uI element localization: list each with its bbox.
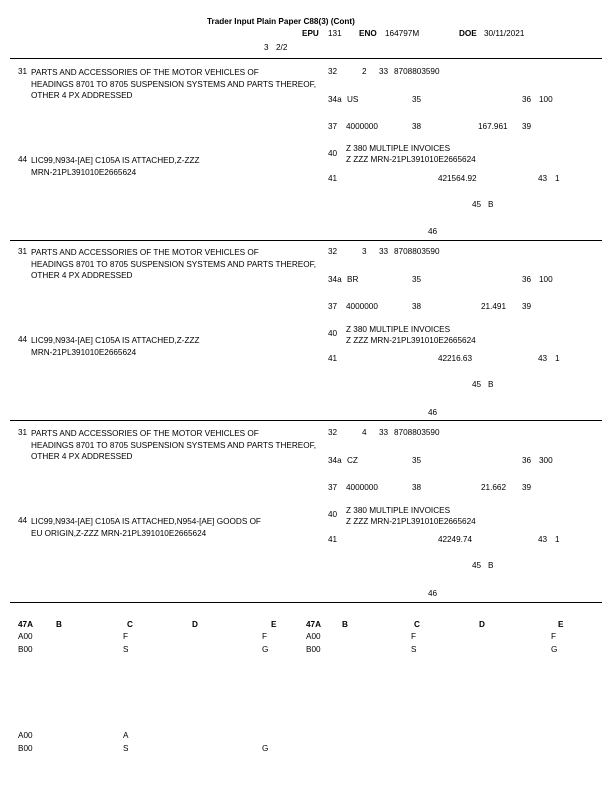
- epu-label: EPU: [302, 29, 319, 38]
- additional-information: [18, 335, 318, 358]
- page-title: Trader Input Plain Paper C88(3) (Cont): [207, 17, 355, 26]
- item-value: 249.74: [447, 535, 473, 544]
- box39-label: 39: [522, 483, 532, 492]
- box41-label: 41: [328, 354, 338, 363]
- box47-header-47a: 47A: [306, 620, 322, 629]
- box44-label: 44: [18, 335, 28, 344]
- goods-description-rest: HEADINGS 8701 TO 8705 SUSPENSION SYSTEMS AND PARTS THEREOF, OTHER 4 PX ADDRESSED: [31, 259, 316, 280]
- box39-label: 39: [522, 122, 532, 131]
- box31-label: 31: [18, 67, 28, 76]
- box38-label: 38: [412, 122, 422, 131]
- box44-label: 44: [18, 516, 28, 525]
- box38-label: 38: [412, 302, 422, 311]
- previous-document-2: Z ZZZ MRN-21PL391010E2665624: [346, 155, 476, 164]
- goods-description: [18, 428, 318, 463]
- previous-document-1: Z 380 MULTIPLE INVOICES: [346, 325, 451, 334]
- box31-label: 31: [18, 428, 28, 437]
- doe-label: DOE: [459, 29, 477, 38]
- epu-value: 131: [328, 29, 342, 38]
- doe-value: 30/11/2021: [484, 29, 525, 38]
- box33-label: 33: [379, 67, 389, 76]
- commodity-code: 8708803590: [394, 67, 440, 76]
- box47-row-c: F: [411, 632, 417, 641]
- box47-header-47a: 47A: [18, 620, 34, 629]
- box31-label: 31: [18, 247, 28, 256]
- eno-value: 164797M: [385, 29, 420, 38]
- item-number: 2: [362, 67, 367, 76]
- box37-label: 37: [328, 302, 338, 311]
- additional-info-line1: LIC99,N934-[AE] C105A IS ATTACHED,N954-[AE] GOODS OF: [31, 517, 261, 526]
- item-value: 1564.92: [447, 174, 477, 183]
- box32-label: 32: [328, 247, 338, 256]
- box35-label: 35: [412, 275, 422, 284]
- box41-label: 41: [328, 535, 338, 544]
- box47-row-e: G: [262, 744, 269, 753]
- box34a-label: 34a: [328, 275, 342, 284]
- box45-value: B: [488, 561, 494, 570]
- previous-document-2: Z ZZZ MRN-21PL391010E2665624: [346, 517, 476, 526]
- goods-description-rest: HEADINGS 8701 TO 8705 SUSPENSION SYSTEMS AND PARTS THEREOF, OTHER 4 PX ADDRESSED: [31, 79, 316, 100]
- box47-header-b: B: [56, 620, 62, 629]
- item-number: 4: [362, 428, 367, 437]
- box45-value: B: [488, 380, 494, 389]
- additional-information: [18, 155, 318, 178]
- page-count: 2/2: [276, 43, 288, 52]
- box47-row-e: G: [551, 645, 558, 654]
- box47-header-e: E: [271, 620, 277, 629]
- procedure-code: 4000000: [346, 483, 378, 492]
- box36-value: 100: [539, 95, 553, 104]
- country-of-origin: BR: [347, 275, 359, 284]
- box47-row-type: A00: [18, 731, 33, 740]
- goods-description-line1: PARTS AND ACCESSORIES OF THE MOTOR VEHICLES OF: [31, 429, 259, 438]
- box47-row-c: A: [123, 731, 129, 740]
- procedure-code: 4000000: [346, 302, 378, 311]
- box47-header-d: D: [192, 620, 198, 629]
- box33-label: 33: [379, 428, 389, 437]
- item-number: 3: [362, 247, 367, 256]
- additional-info-line2: EU ORIGIN,Z-ZZZ MRN-21PL391010E2665624: [31, 528, 207, 538]
- country-of-origin: US: [347, 95, 359, 104]
- box47-header-c: C: [414, 620, 420, 629]
- box47-row-type: B00: [18, 744, 33, 753]
- box43-label: 43: [538, 354, 548, 363]
- additional-information: [18, 516, 318, 539]
- box40-label: 40: [328, 149, 338, 158]
- box47-header-b: B: [342, 620, 348, 629]
- box35-label: 35: [412, 95, 422, 104]
- box47-row-type: A00: [306, 632, 321, 641]
- box37-label: 37: [328, 483, 338, 492]
- previous-document-1: Z 380 MULTIPLE INVOICES: [346, 144, 451, 153]
- box45-label: 45: [472, 561, 482, 570]
- eno-label: ENO: [359, 29, 377, 38]
- additional-info-line2: MRN-21PL391010E2665624: [31, 167, 137, 177]
- goods-description: [18, 67, 318, 102]
- box47-row-c: F: [123, 632, 129, 641]
- goods-description-line1: PARTS AND ACCESSORIES OF THE MOTOR VEHICLES OF: [31, 68, 259, 77]
- box42-label: 42: [438, 174, 448, 183]
- previous-document-1: Z 380 MULTIPLE INVOICES: [346, 506, 451, 515]
- box40-label: 40: [328, 329, 338, 338]
- box47-row-e: G: [262, 645, 269, 654]
- box45-value: B: [488, 200, 494, 209]
- box42-label: 42: [438, 354, 448, 363]
- header-divider: [10, 58, 602, 59]
- box47-row-e: F: [551, 632, 557, 641]
- box47-header-c: C: [127, 620, 133, 629]
- box43-label: 43: [538, 174, 548, 183]
- box47-row-c: S: [411, 645, 417, 654]
- net-mass: 21.491: [481, 302, 507, 311]
- box32-label: 32: [328, 428, 338, 437]
- box46-label: 46: [428, 227, 438, 236]
- box45-label: 45: [472, 380, 482, 389]
- box40-label: 40: [328, 510, 338, 519]
- box33-label: 33: [379, 247, 389, 256]
- box38-label: 38: [412, 483, 422, 492]
- box47-row-c: S: [123, 645, 129, 654]
- box47-header-d: D: [479, 620, 485, 629]
- country-of-origin: CZ: [347, 456, 358, 465]
- box43-label: 43: [538, 535, 548, 544]
- item-value: 216.63: [447, 354, 473, 363]
- box42-label: 42: [438, 535, 448, 544]
- box47-row-c: S: [123, 744, 129, 753]
- box37-label: 37: [328, 122, 338, 131]
- box47-row-type: A00: [18, 632, 33, 641]
- page-number: 3: [264, 43, 269, 52]
- procedure-code: 4000000: [346, 122, 378, 131]
- box34a-label: 34a: [328, 95, 342, 104]
- box47-row-type: B00: [306, 645, 321, 654]
- box43-value: 1: [555, 354, 560, 363]
- box45-label: 45: [472, 200, 482, 209]
- goods-description-rest: HEADINGS 8701 TO 8705 SUSPENSION SYSTEMS AND PARTS THEREOF, OTHER 4 PX ADDRESSED: [31, 440, 316, 461]
- box36-label: 36: [522, 95, 532, 104]
- box43-value: 1: [555, 535, 560, 544]
- box36-label: 36: [522, 275, 532, 284]
- box46-label: 46: [428, 408, 438, 417]
- item-divider: [10, 240, 602, 241]
- commodity-code: 8708803590: [394, 247, 440, 256]
- additional-info-line1: LIC99,N934-[AE] C105A IS ATTACHED,Z-ZZZ: [31, 336, 200, 345]
- box32-label: 32: [328, 67, 338, 76]
- box41-label: 41: [328, 174, 338, 183]
- box47-header-e: E: [558, 620, 564, 629]
- net-mass: 21.662: [481, 483, 507, 492]
- box46-label: 46: [428, 589, 438, 598]
- box34a-label: 34a: [328, 456, 342, 465]
- previous-document-2: Z ZZZ MRN-21PL391010E2665624: [346, 336, 476, 345]
- goods-description-line1: PARTS AND ACCESSORIES OF THE MOTOR VEHICLES OF: [31, 248, 259, 257]
- box39-label: 39: [522, 302, 532, 311]
- item-divider: [10, 602, 602, 603]
- box43-value: 1: [555, 174, 560, 183]
- additional-info-line2: MRN-21PL391010E2665624: [31, 347, 137, 357]
- box36-label: 36: [522, 456, 532, 465]
- box44-label: 44: [18, 155, 28, 164]
- goods-description: [18, 247, 318, 282]
- box36-value: 300: [539, 456, 553, 465]
- box36-value: 100: [539, 275, 553, 284]
- box35-label: 35: [412, 456, 422, 465]
- additional-info-line1: LIC99,N934-[AE] C105A IS ATTACHED,Z-ZZZ: [31, 156, 200, 165]
- net-mass: 167.961: [478, 122, 508, 131]
- commodity-code: 8708803590: [394, 428, 440, 437]
- item-divider: [10, 420, 602, 421]
- box47-row-e: F: [262, 632, 268, 641]
- box47-row-type: B00: [18, 645, 33, 654]
